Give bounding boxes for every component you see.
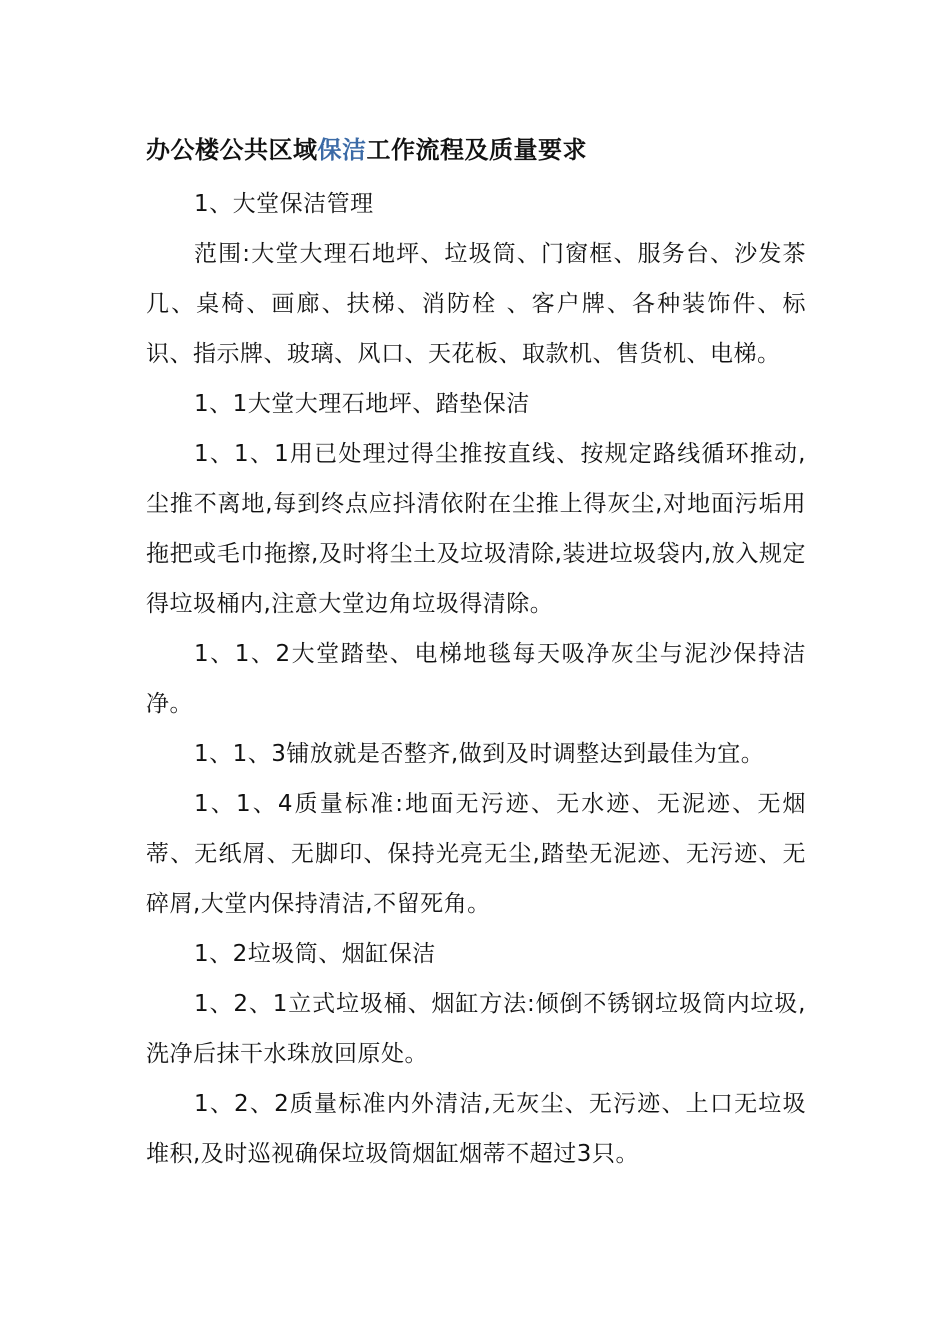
paragraph-1-1-3: 1、1、3铺放就是否整齐,做到及时调整达到最佳为宜。 [194,741,765,767]
title-text-after: 工作流程及质量要求 [366,136,587,164]
document-body [146,130,806,1179]
paragraph-1-2-1: 1、2、1立式垃圾桶、烟缸方法:倾倒不锈钢垃圾筒内垃圾,洗净后抹干水珠放回原处。 [146,991,806,1067]
paragraph-scope: 范围:大堂大理石地坪、垃圾筒、门窗框、服务台、沙发茶几、桌椅、画廊、扶梯、消防栓 、客户牌、各种装饰件、标识、指示牌、玻璃、风口、天花板、取款机、售货机、电梯。 [146,241,806,367]
document-title [146,130,806,170]
section-heading-1-1: 1、1大堂大理石地坪、踏垫保洁 [194,391,530,417]
title-text-highlight: 保洁 [317,136,367,164]
paragraph-1-1-2: 1、1、2大堂踏垫、电梯地毯每天吸净灰尘与泥沙保持洁净。 [146,641,806,717]
paragraph-1-2-2: 1、2、2质量标准内外清洁,无灰尘、无污迹、上口无垃圾堆积,及时巡视确保垃圾筒烟缸烟蒂不超过3只。 [146,1091,806,1167]
paragraph-1-1-1: 1、1、1用已处理过得尘推按直线、按规定路线循环推动,尘推不离地,每到终点应抖清依附在尘推上得灰尘,对地面污垢用拖把或毛巾拖擦,及时将尘土及垃圾清除,装进垃圾袋内,放入规定得垃圾桶内,注意大堂边角垃圾得清除。 [146,441,806,617]
title-text-before: 办公楼公共区域 [146,136,318,164]
section-heading-1-2: 1、2垃圾筒、烟缸保洁 [194,941,436,967]
paragraph-1-1-4: 1、1、4质量标准:地面无污迹、无水迹、无泥迹、无烟蒂、无纸屑、无脚印、保持光亮无尘,踏垫无泥迹、无污迹、无碎屑,大堂内保持清洁,不留死角。 [146,791,806,917]
section-heading-1: 1、大堂保洁管理 [194,191,374,217]
